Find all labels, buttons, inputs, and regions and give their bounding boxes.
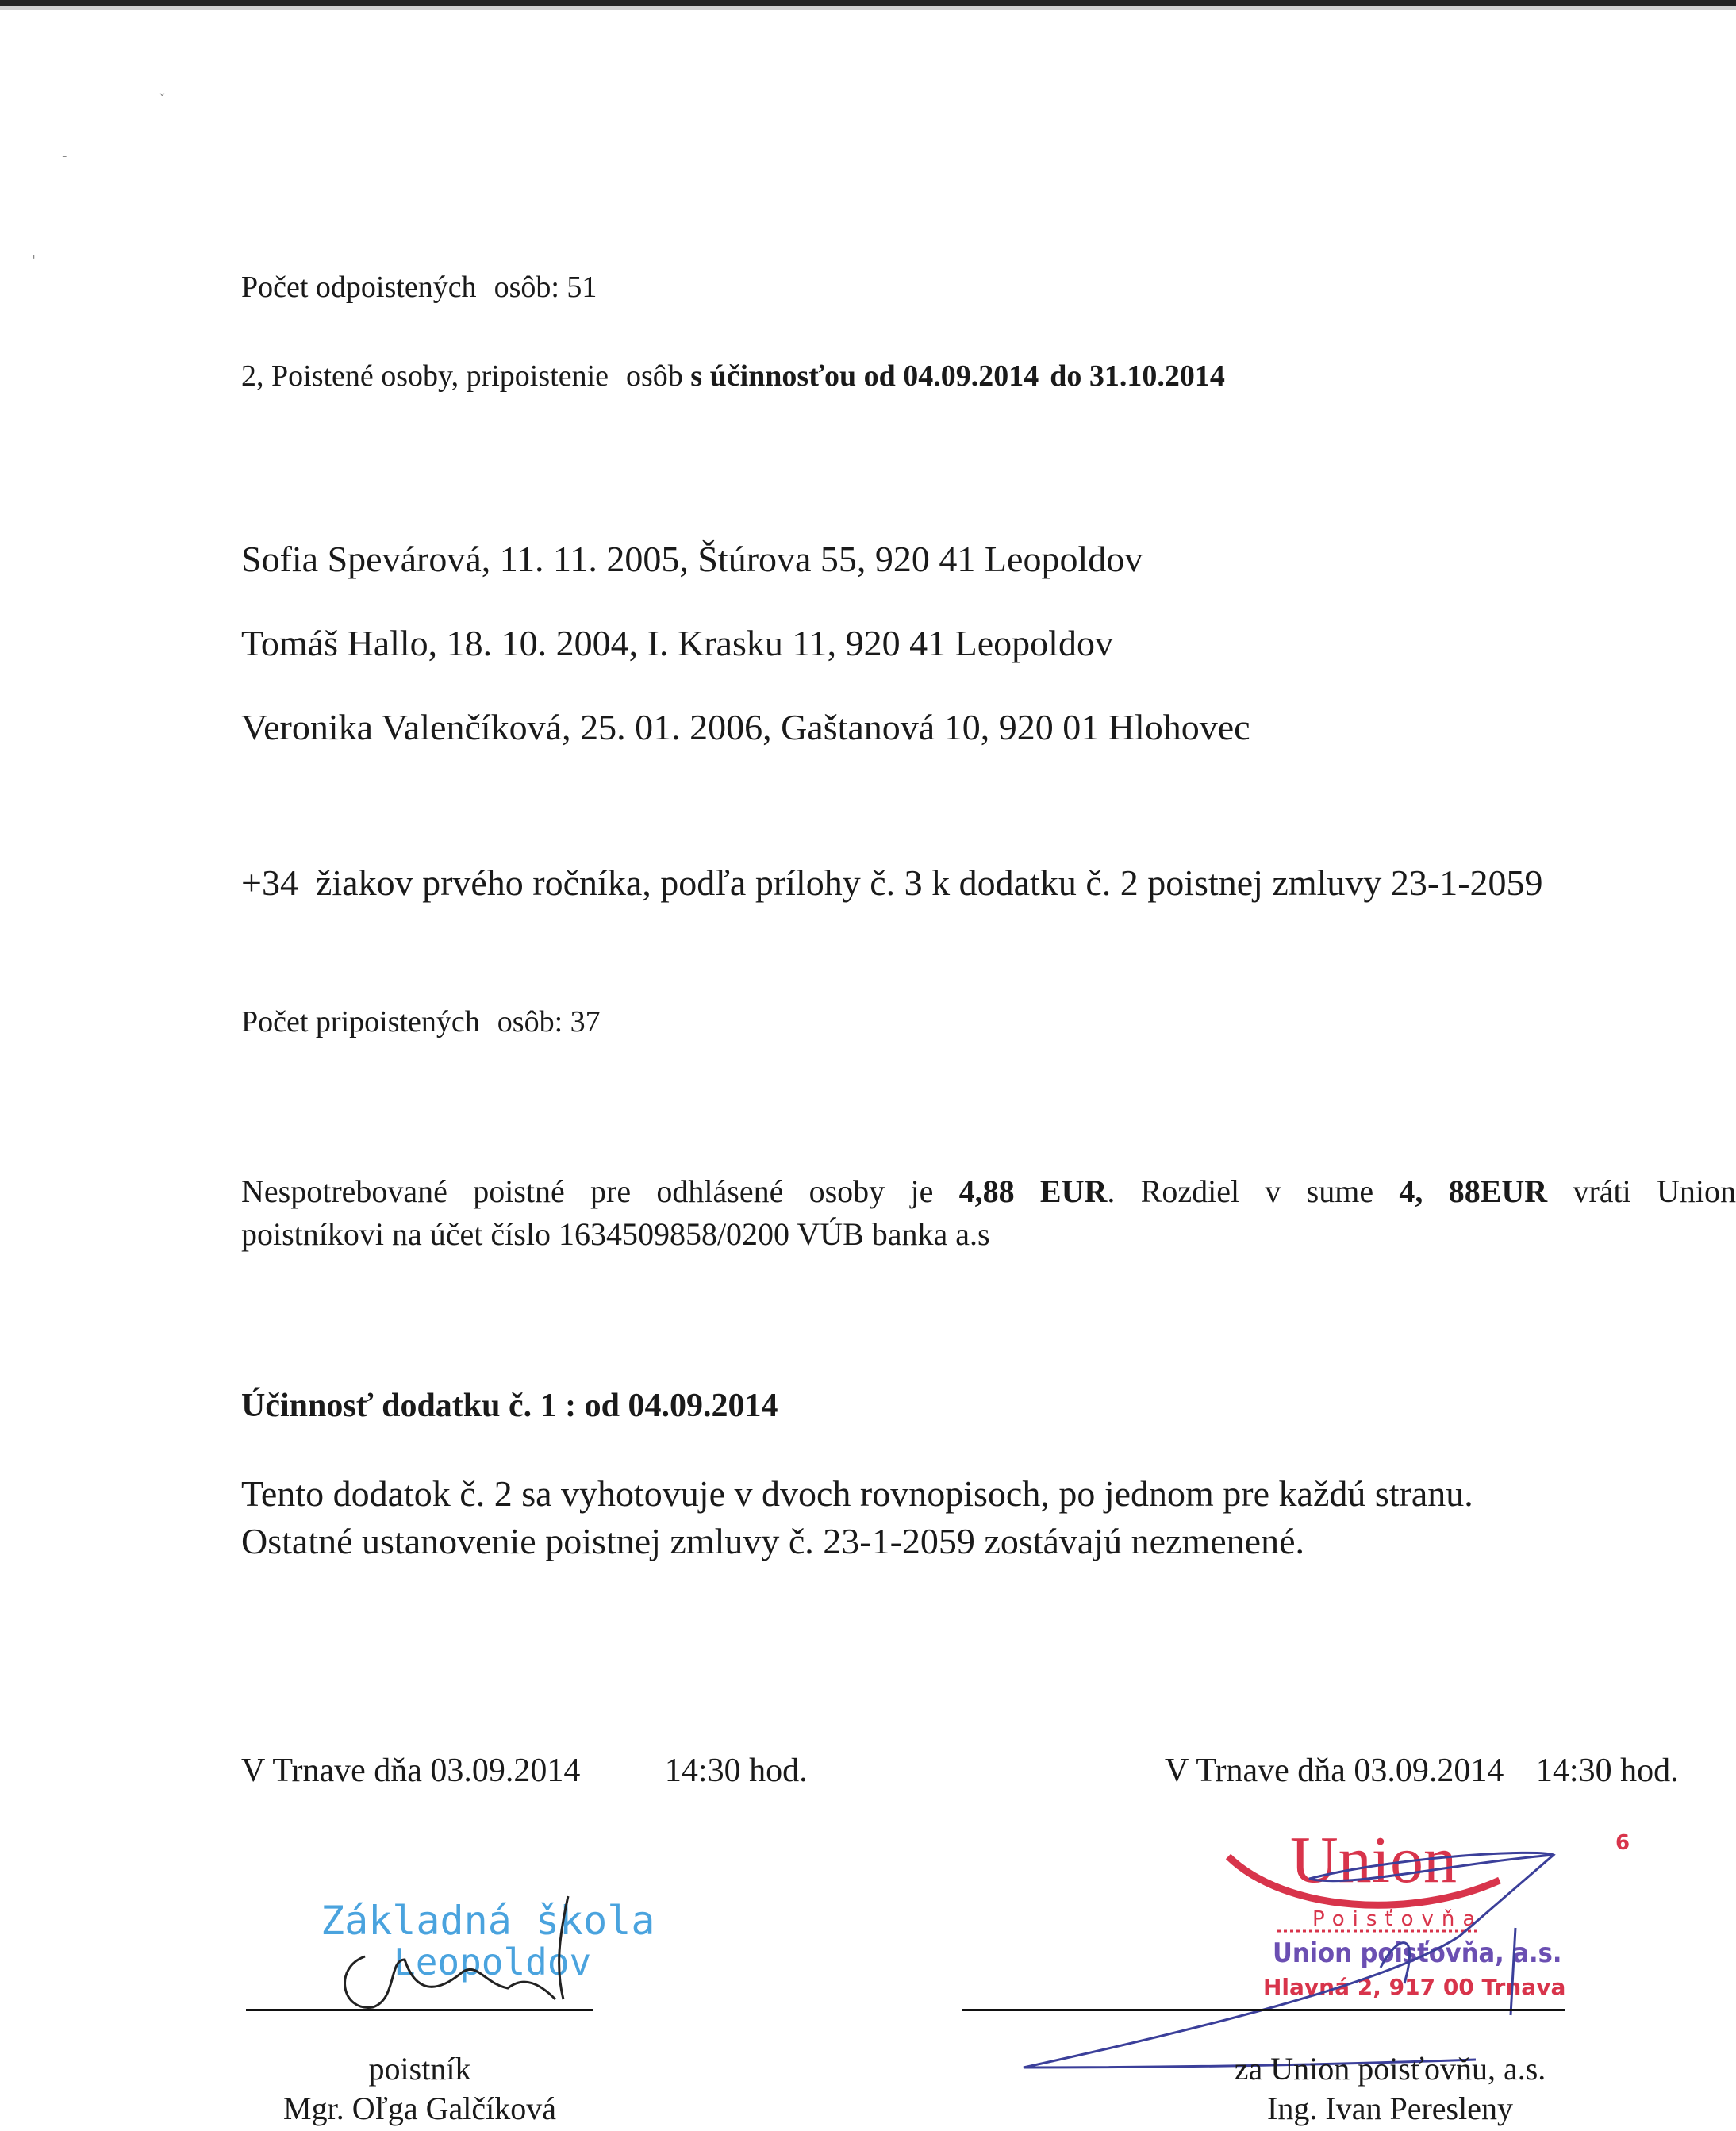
premium-difference-text: . Rozdiel v sume <box>1107 1173 1374 1209</box>
premium-text: Nespotrebované poistné pre odhlásené osoby je <box>241 1173 934 1209</box>
effectiveness-heading: Účinnosť dodatku č. 1 : od 04.09.2014 <box>241 1388 778 1424</box>
signature-line-right <box>962 2009 1565 2011</box>
time-left: 14:30 hod. <box>664 1753 808 1789</box>
union-logo: Union <box>1290 1823 1457 1897</box>
time-right: 14:30 hod. <box>1535 1753 1679 1789</box>
right-signature <box>1381 1928 1515 2015</box>
person-row: Tomáš Hallo, 18. 10. 2004, I. Krasku 11, 920 41 Leopoldov <box>241 623 1113 663</box>
section-2-prefix: 2, Poistené osoby, pripoistenie <box>241 359 609 393</box>
page-number: 6 <box>1615 1831 1630 1855</box>
signer-left-name: Mgr. Oľga Galčíková <box>283 2091 556 2126</box>
count-added-label: Počet pripoistených <box>241 1005 480 1039</box>
pupils-count: +34 <box>241 862 298 903</box>
person-row: Veronika Valenčíková, 25. 01. 2006, Gaštanová 10, 920 01 Hlohovec <box>241 707 1250 747</box>
scan-speck: ' <box>32 252 36 269</box>
refund-amount: 4, 88EUR <box>1399 1173 1548 1209</box>
scan-speck: - <box>62 148 67 164</box>
place-date-left-text: V Trnave dňa 03.09.2014 <box>241 1753 581 1789</box>
premium-amount: 4,88 EUR <box>958 1173 1108 1209</box>
count-removed-label: Počet odpoistených <box>241 271 477 304</box>
signature-line-left <box>246 2009 593 2011</box>
left-signature <box>559 1896 568 1999</box>
union-stamp-sub: Poisťovňa <box>1312 1907 1484 1931</box>
signer-right-name: Ing. Ivan Peresleny <box>1267 2091 1513 2126</box>
left-signature <box>345 1956 555 2007</box>
count-added-value: osôb: 37 <box>497 1005 601 1039</box>
person-row: Sofia Spevárová, 11. 11. 2005, Štúrova 55, 920 41 Leopoldov <box>241 539 1143 579</box>
signer-right-role: za Union poisťovňu, a.s. <box>1234 2051 1546 2087</box>
place-date-right-text: V Trnave dňa 03.09.2014 <box>1165 1753 1504 1789</box>
right-signature <box>1024 1853 1554 2068</box>
pupils-text: žiakov prvého ročníka, podľa prílohy č. 3 k dodatku č. 2 poistnej zmluvy 23-1-2059 <box>315 862 1543 903</box>
signer-left-role: poistník <box>368 2051 471 2087</box>
closing-sentence: Tento dodatok č. 2 sa vyhotovuje v dvoch rovnopisoch, po jednom pre každú stranu. <box>241 1473 1473 1514</box>
section-2-effective-from: s účinnosťou od 04.09.2014 <box>690 359 1039 393</box>
union-stamp-address: Hlavná 2, 917 00 Trnava <box>1263 1974 1566 2000</box>
union-logo-swoosh <box>1228 1856 1500 1905</box>
refund-text: vráti Union <box>1573 1173 1736 1209</box>
premium-line-2: poistníkovi na účet číslo 1634509858/0200 VÚB banka a.s <box>241 1216 990 1252</box>
scan-speck: ˇ <box>159 92 166 109</box>
closing-sentence: Ostatné ustanovenie poistnej zmluvy č. 23-1-2059 zostávajú nezmenené. <box>241 1521 1304 1561</box>
section-2-osob: osôb <box>626 359 683 393</box>
section-2-effective-to: do 31.10.2014 <box>1050 359 1225 393</box>
school-stamp-line-2: Leopoldov <box>394 1941 592 1983</box>
count-removed-value: osôb: 51 <box>494 271 597 304</box>
union-stamp-name: Union poisťovňa, a.s. <box>1273 1937 1562 1969</box>
school-stamp-line-1: Základná škola <box>321 1898 655 1944</box>
